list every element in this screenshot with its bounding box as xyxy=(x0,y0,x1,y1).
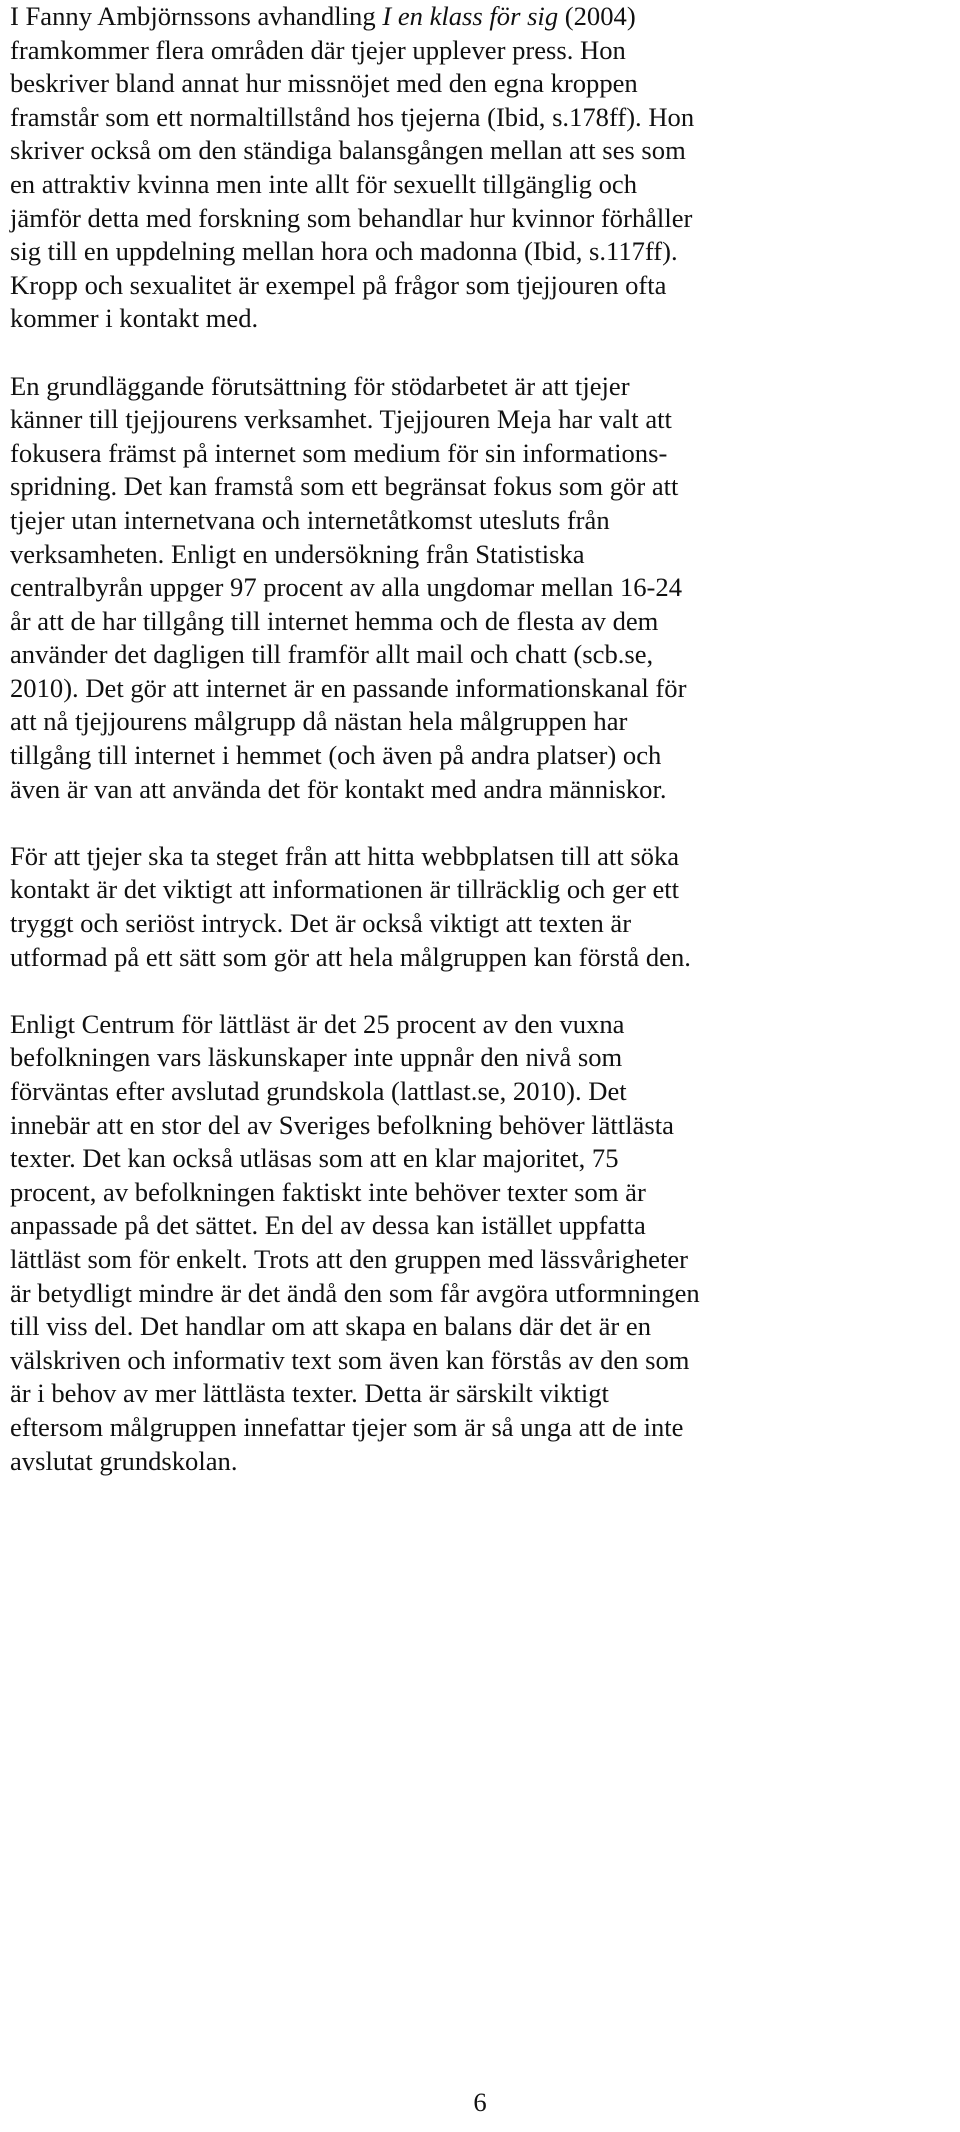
text-line: känner till tjejjourens verksamhet. Tjejjouren Meja har valt att xyxy=(10,404,672,435)
text-line: En grundläggande förutsättning för stödarbetet är att tjejer xyxy=(10,370,630,401)
text-line: förväntas efter avslutad grundskola (lattlast.se, 2010). Det xyxy=(10,1076,627,1106)
paragraph-1 xyxy=(10,0,958,336)
text-line: framstår som ett normaltillstånd hos tjejerna (Ibid, s.178ff). Hon xyxy=(10,101,695,132)
text-line: utformad på ett sätt som gör att hela målgruppen kan förstå den. xyxy=(10,941,691,972)
text-line: anpassade på det sättet. En del av dessa kan istället uppfatta xyxy=(10,1210,646,1241)
text-line: Kropp och sexualitet är exempel på frågor som tjejjouren ofta xyxy=(10,269,667,300)
text-line: fokusera främst på internet som medium för sin informations- xyxy=(10,437,668,468)
text-line: centralbyrån uppger 97 procent av alla ungdomar mellan 16-24 xyxy=(10,572,682,603)
text-line: lättläst som för enkelt. Trots att den gruppen med lässvårigheter xyxy=(10,1243,689,1274)
text-line: sig till en uppdelning mellan hora och madonna (Ibid, s.117ff). xyxy=(10,236,678,267)
text-line: tryggt och seriöst intryck. Det är också viktigt att texten är xyxy=(10,908,632,939)
text-line: spridning. Det kan framstå som ett begränsat fokus som gör att xyxy=(10,471,679,502)
paragraph-2 xyxy=(10,370,958,807)
text-line: jämför detta med forskning som behandlar hur kvinnor förhåller xyxy=(10,202,693,233)
text-line: att nå tjejjourens målgrupp då nästan hela målgruppen har xyxy=(10,706,628,737)
text-run: I Fanny Ambjörnssons avhandling xyxy=(10,1,383,31)
text-line: en attraktiv kvinna men inte allt för sexuellt tillgänglig och xyxy=(10,168,638,199)
text-line: avslutat grundskolan. xyxy=(10,1445,238,1476)
text-line: verksamheten. Enligt en undersökning från Statistiska xyxy=(10,538,585,569)
text-line: procent, av befolkningen faktiskt inte behöver texter som är xyxy=(10,1176,646,1207)
text-line: För att tjejer ska ta steget från att hitta webbplatsen till att söka xyxy=(10,840,680,871)
text-run: (2004) xyxy=(558,1,636,31)
text-line: Enligt Centrum för lättläst är det 25 procent av den vuxna xyxy=(10,1008,625,1039)
text-line: är i behov av mer lättlästa texter. Detta är särskilt viktigt xyxy=(10,1378,609,1409)
text-line: 2010). Det gör att internet är en passande informationskanal för xyxy=(10,672,687,703)
paragraph-4 xyxy=(10,1008,958,1478)
paragraph-3 xyxy=(10,840,958,974)
text-line: välskriven och informativ text som även kan förstås av den som xyxy=(10,1344,690,1375)
text-line: texter. Det kan också utläsas som att en klar majoritet, 75 xyxy=(10,1143,619,1174)
text-line: beskriver bland annat hur missnöjet med den egna kroppen xyxy=(10,68,638,99)
page-number: 6 xyxy=(473,2087,487,2117)
text-line: eftersom målgruppen innefattar tjejer som är så unga att de inte xyxy=(10,1411,684,1442)
text-line: innebär att en stor del av Sveriges befolkning behöver lättlästa xyxy=(10,1109,674,1140)
text-line: är betydligt mindre är det ändå den som får avgöra utformningen xyxy=(10,1277,700,1308)
text-line: kontakt är det viktigt att informationen är tillräcklig och ger ett xyxy=(10,874,680,905)
text-line: även är van att använda det för kontakt med andra människor. xyxy=(10,773,667,804)
text-line: befolkningen vars läskunskaper inte uppnår den nivå som xyxy=(10,1042,623,1073)
text-line: framkommer flera områden där tjejer upplever press. Hon xyxy=(10,34,626,65)
body-text xyxy=(10,0,958,1478)
text-line: kommer i kontakt med. xyxy=(10,303,259,334)
thesis-title: I en klass för sig xyxy=(382,1,559,31)
text-line: använder det dagligen till framför allt mail och chatt (scb.se, xyxy=(10,639,654,670)
text-line: tjejer utan internetvana och internetåtkomst utesluts från xyxy=(10,504,610,535)
text-line: tillgång till internet i hemmet (och även på andra platser) och xyxy=(10,740,662,771)
text-line xyxy=(10,0,958,34)
text-line: år att de har tillgång till internet hemma och de flesta av dem xyxy=(10,605,659,636)
text-line: skriver också om den ständiga balansgången mellan att ses som xyxy=(10,135,686,166)
text-line: till viss del. Det handlar om att skapa en balans där det är en xyxy=(10,1311,652,1342)
